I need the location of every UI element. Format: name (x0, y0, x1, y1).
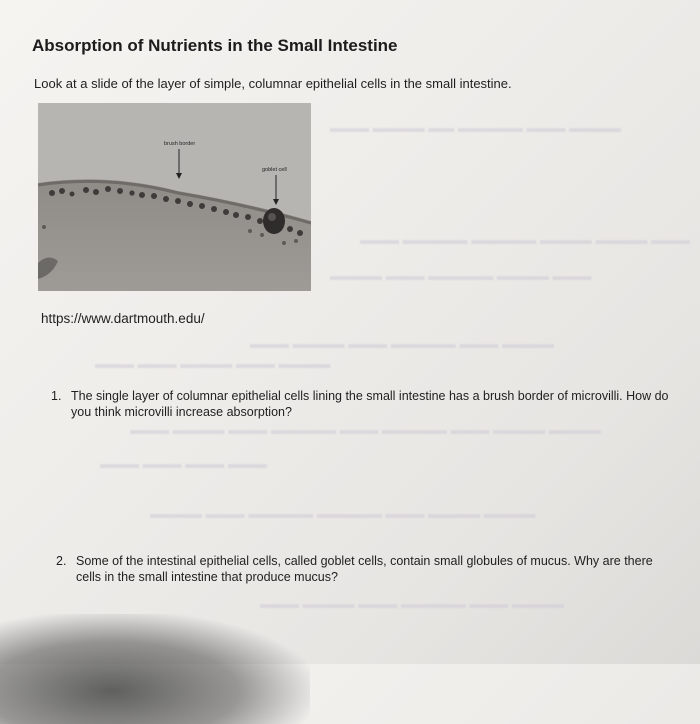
brush-border-label: brush border (164, 141, 196, 147)
worksheet-title: Absorption of Nutrients in the Small Intestine (32, 36, 398, 55)
micrograph-image (38, 103, 311, 291)
bleed-through-line: ▬▬▬ ▬▬▬▬ ▬▬▬ ▬▬▬▬▬ ▬▬▬ ▬▬▬▬ (250, 336, 555, 351)
question-1-text: The single layer of columnar epithelial cells lining the small intestine has a brush border of microvilli. How do you think microvilli increase absorption? (71, 389, 669, 419)
bleed-through-line: ▬▬▬ ▬▬▬▬ ▬▬▬ ▬▬▬▬▬ ▬▬▬ ▬▬▬▬▬ ▬▬▬ ▬▬▬▬ ▬▬▬▬ (130, 422, 601, 437)
hand-shadow (0, 614, 310, 724)
bleed-through-line: ▬▬▬▬ ▬▬▬ ▬▬▬▬▬ ▬▬▬▬▬ ▬▬▬ ▬▬▬▬ ▬▬▬▬ (150, 506, 536, 521)
bleed-through-line: ▬▬▬ ▬▬▬▬ ▬▬▬ ▬▬▬▬▬ ▬▬▬ ▬▬▬▬ (260, 596, 565, 611)
goblet-cell-label: goblet cell (262, 167, 287, 173)
intro-instruction: Look at a slide of the layer of simple, columnar epithelial cells in the small intestine. (34, 76, 512, 91)
question-2-number: 2. (56, 554, 67, 568)
question-2-text: Some of the intestinal epithelial cells, called goblet cells, contain small globules of mucus. Why are there cells in the small intestine that produce mucus? (76, 554, 653, 584)
bleed-through-line: ▬▬▬ ▬▬▬▬▬ ▬▬▬▬▬ ▬▬▬▬ ▬▬▬▬ ▬▬▬ (360, 232, 691, 247)
bleed-through-line: ▬▬▬ ▬▬▬ ▬▬▬ ▬▬▬ (100, 456, 267, 471)
question-1-number: 1. (51, 389, 62, 403)
bleed-through-line: ▬▬▬ ▬▬▬▬ ▬▬ ▬▬▬▬▬ ▬▬▬ ▬▬▬▬ (330, 120, 622, 135)
bleed-through-line: ▬▬▬ ▬▬▬ ▬▬▬▬ ▬▬▬ ▬▬▬▬ (95, 356, 331, 371)
source-url: https://www.dartmouth.edu/ (41, 311, 205, 326)
epithelium-micrograph (38, 103, 311, 291)
bleed-through-line: ▬▬▬▬ ▬▬▬ ▬▬▬▬▬ ▬▬▬▬ ▬▬▬ (330, 268, 592, 283)
